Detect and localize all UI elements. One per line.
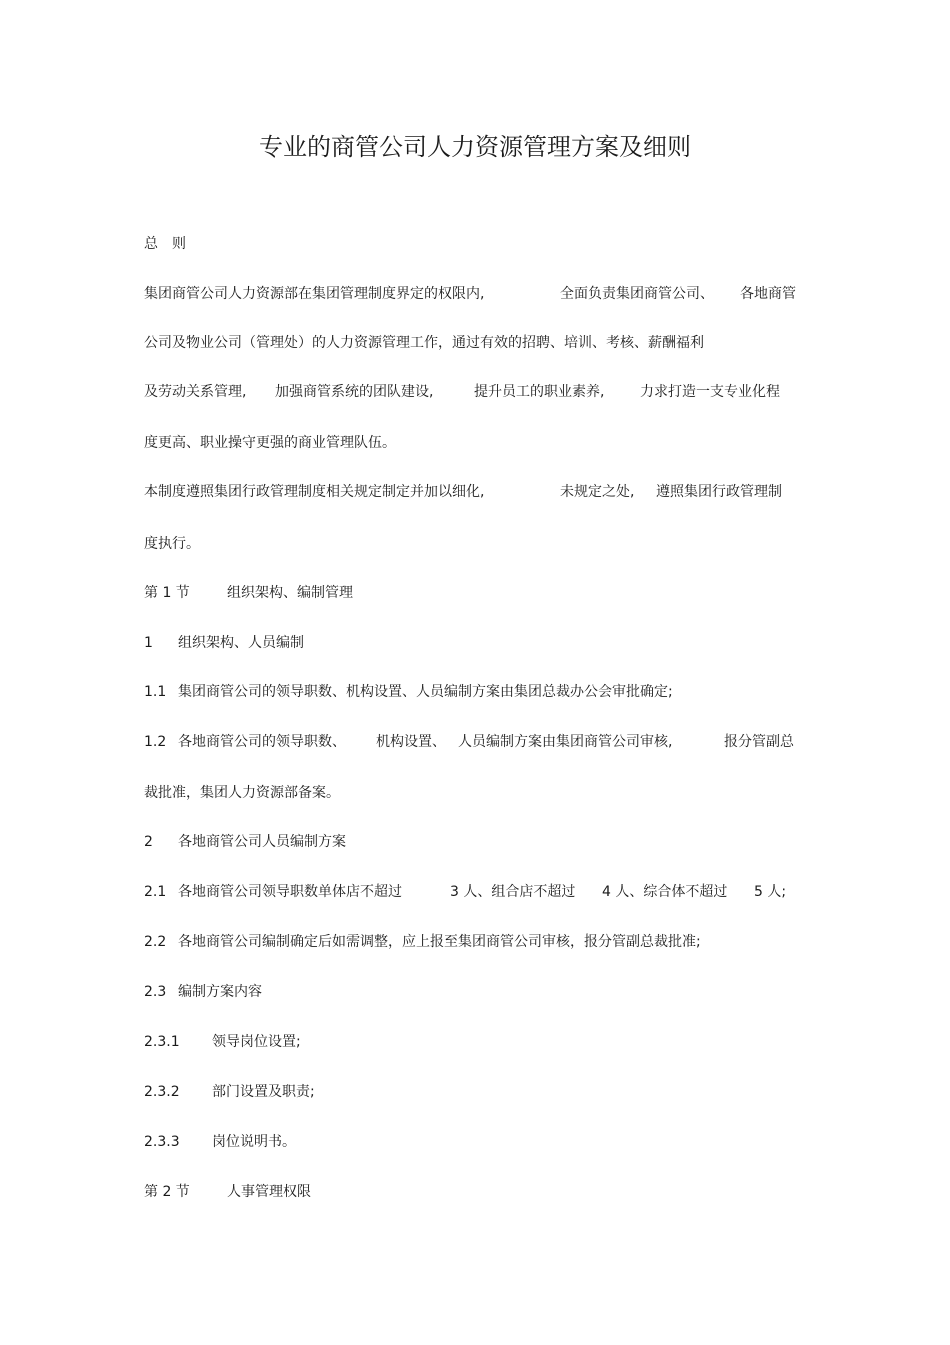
clause-text: 5 人; [754,884,787,900]
clause-number: 1.2 [144,734,167,750]
clause-number: 2.1 [144,884,167,900]
clause-number: 2.3.3 [144,1134,180,1150]
section-title: 人事管理权限 [227,1184,311,1200]
clause-text: 3 人、组合店不超过 [450,884,576,900]
clause-number: 2.3.2 [144,1084,180,1100]
paragraph-line: 公司及物业公司（管理处）的人力资源管理工作，通过有效的招聘、培训、考核、薪酬福利 [144,335,704,351]
clause-text: 机构设置、 [376,734,446,750]
clause-text: 岗位说明书。 [212,1134,296,1150]
text-segment: 加强商管系统的团队建设, [275,384,434,400]
clause-number: 2.3 [144,984,167,1000]
text-segment: 遵照集团行政管理制 [656,484,782,500]
clause-continuation: 裁批准，集团人力资源部备案。 [144,785,340,801]
clause-text: 各地商管公司人员编制方案 [178,834,346,850]
clause-text: 4 人、综合体不超过 [602,884,728,900]
section-title: 组织架构、编制管理 [227,585,353,601]
text-segment: 及劳动关系管理, [144,384,247,400]
text-segment: 全面负责集团商管公司、 [560,286,714,302]
text-segment: 各地商管 [740,286,796,302]
section-number: 第 2 节 [144,1184,190,1200]
text-segment: 集团商管公司人力资源部在集团管理制度界定的权限内, [144,286,485,302]
clause-number: 2.2 [144,934,167,950]
clause-text: 部门设置及职责; [212,1084,315,1100]
text-segment: 提升员工的职业素养, [474,384,605,400]
paragraph-line: 度执行。 [144,536,200,552]
clause-number: 2.3.1 [144,1034,180,1050]
section-number: 第 1 节 [144,585,190,601]
clause-text: 人员编制方案由集团商管公司审核, [458,734,673,750]
clause-text: 集团商管公司的领导职数、机构设置、人员编制方案由集团总裁办公会审批确定; [178,684,673,700]
clause-number: 2 [144,834,153,850]
clause-text: 各地商管公司领导职数单体店不超过 [178,884,402,900]
clause-text: 领导岗位设置; [212,1034,301,1050]
clause-text: 编制方案内容 [178,984,262,1000]
text-segment: 未规定之处, [560,484,635,500]
paragraph-line: 度更高、职业操守更强的商业管理队伍。 [144,435,396,451]
clause-text: 各地商管公司编制确定后如需调整，应上报至集团商管公司审核，报分管副总裁批准; [178,934,701,950]
general-heading: 总 则 [144,236,186,252]
document-title: 专业的商管公司人力资源管理方案及细则 [259,133,691,161]
clause-text: 各地商管公司的领导职数、 [178,734,346,750]
clause-number: 1 [144,635,153,651]
text-segment: 本制度遵照集团行政管理制度相关规定制定并加以细化, [144,484,485,500]
clause-text: 组织架构、人员编制 [178,635,304,651]
clause-number: 1.1 [144,684,167,700]
text-segment: 力求打造一支专业化程 [640,384,780,400]
clause-text: 报分管副总 [724,734,794,750]
